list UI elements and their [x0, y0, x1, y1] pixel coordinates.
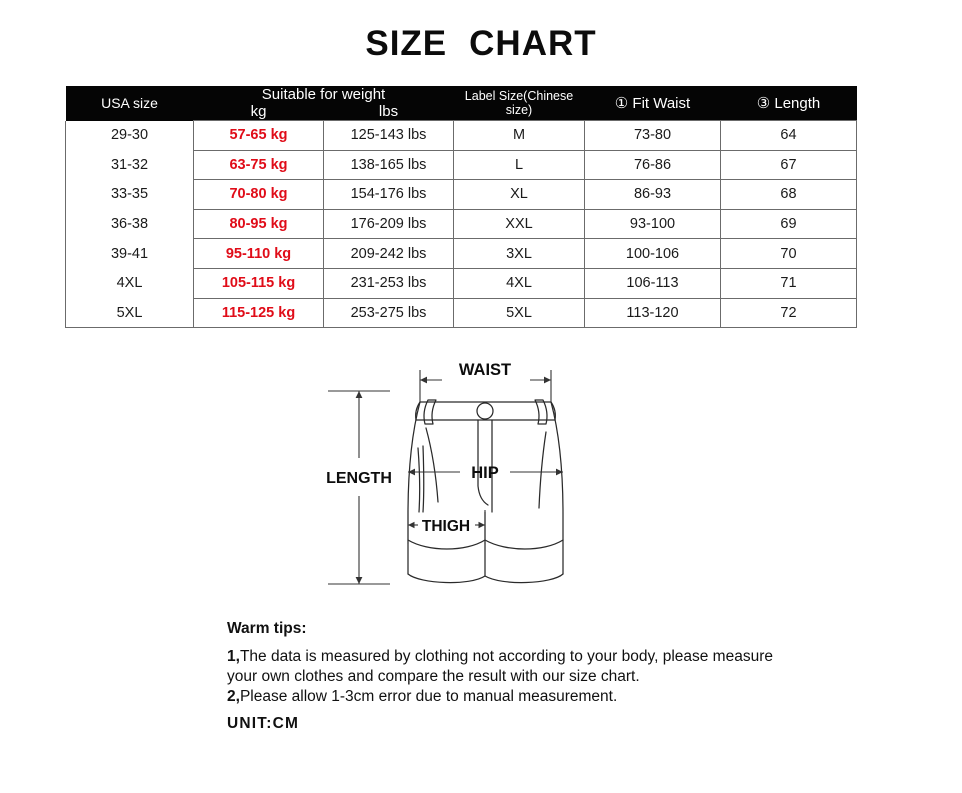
cell-fit-waist: 100-106: [585, 239, 721, 269]
column-header-length: ③ Length: [756, 95, 821, 112]
cell-usa-size: 31-32: [66, 150, 194, 180]
cell-weight-kg: 105-115 kg: [194, 268, 324, 298]
warm-tips-item-2-number: 2,: [227, 688, 240, 706]
table-row: [66, 298, 857, 328]
cell-weight-lbs: 125-143 lbs: [324, 121, 454, 151]
unit-note: UNIT:CM: [227, 715, 300, 733]
table-row: [66, 239, 857, 269]
cell-weight-lbs: 154-176 lbs: [324, 180, 454, 210]
page-title-word-1: SIZE: [365, 24, 448, 63]
table-header: [66, 86, 857, 121]
cell-fit-waist: 86-93: [585, 180, 721, 210]
page-title: [0, 24, 962, 64]
cell-fit-waist: 113-120: [585, 298, 721, 328]
cell-label-size: 4XL: [454, 268, 585, 298]
cell-weight-kg: 63-75 kg: [194, 150, 324, 180]
cell-weight-kg: 70-80 kg: [194, 180, 324, 210]
cell-label-size: M: [454, 121, 585, 151]
cell-length: 72: [721, 298, 857, 328]
cell-weight-lbs: 176-209 lbs: [324, 209, 454, 239]
cell-length: 64: [721, 121, 857, 151]
shorts-measurement-diagram: [320, 362, 650, 612]
cell-weight-lbs: 138-165 lbs: [324, 150, 454, 180]
cell-fit-waist: 93-100: [585, 209, 721, 239]
cell-usa-size: 29-30: [66, 121, 194, 151]
cell-label-size: 5XL: [454, 298, 585, 328]
column-header-label-size: Label Size(Chinese size): [464, 89, 574, 117]
cell-label-size: XL: [454, 180, 585, 210]
table-row: [66, 209, 857, 239]
cell-label-size: L: [454, 150, 585, 180]
warm-tips-item-2: [227, 687, 787, 707]
cell-fit-waist: 76-86: [585, 150, 721, 180]
cell-weight-kg: 115-125 kg: [194, 298, 324, 328]
cell-weight-kg: 95-110 kg: [194, 239, 324, 269]
dimension-label-waist: WAIST: [458, 362, 512, 379]
dimension-label-hip: HIP: [471, 464, 499, 482]
cell-usa-size: 39-41: [66, 239, 194, 269]
table-row: [66, 180, 857, 210]
column-header-lbs: lbs: [378, 103, 399, 120]
cell-label-size: XXL: [454, 209, 585, 239]
cell-weight-kg: 80-95 kg: [194, 209, 324, 239]
warm-tips-section: [227, 620, 787, 733]
dimension-label-thigh: THIGH: [421, 518, 471, 535]
warm-tips-heading: Warm tips:: [227, 620, 307, 637]
table-row: [66, 150, 857, 180]
cell-length: 71: [721, 268, 857, 298]
table-header-row: [66, 86, 857, 103]
dimension-label-length: LENGTH: [326, 470, 392, 487]
cell-usa-size: 36-38: [66, 209, 194, 239]
column-header-usa-size: USA size: [101, 95, 158, 112]
warm-tips-item-1-number: 1,: [227, 648, 240, 665]
cell-weight-lbs: 231-253 lbs: [324, 268, 454, 298]
cell-fit-waist: 106-113: [585, 268, 721, 298]
cell-length: 70: [721, 239, 857, 269]
cell-usa-size: 4XL: [66, 268, 194, 298]
cell-weight-lbs: 253-275 lbs: [324, 298, 454, 328]
cell-length: 67: [721, 150, 857, 180]
cell-fit-waist: 73-80: [585, 121, 721, 151]
warm-tips-item-2-text: Please allow 1-3cm error due to manual measurement.: [239, 688, 618, 706]
column-header-fit-waist: ① Fit Waist: [614, 95, 691, 112]
cell-weight-lbs: 209-242 lbs: [324, 239, 454, 269]
cell-weight-kg: 57-65 kg: [194, 121, 324, 151]
cell-label-size: 3XL: [454, 239, 585, 269]
table-body: [66, 121, 857, 328]
cell-length: 68: [721, 180, 857, 210]
size-chart-table: [65, 86, 857, 328]
cell-usa-size: 5XL: [66, 298, 194, 328]
cell-length: 69: [721, 209, 857, 239]
column-header-suitable-for-weight: Suitable for weight: [261, 86, 386, 103]
warm-tips-item-1: [227, 647, 787, 687]
warm-tips-item-1-text: The data is measured by clothing not according to your body, please measure your own clothes and compare the result with our size chart.: [227, 648, 773, 686]
table-row: [66, 268, 857, 298]
page-title-word-2: CHART: [469, 24, 597, 63]
column-header-kg: kg: [250, 103, 267, 120]
cell-usa-size: 33-35: [66, 180, 194, 210]
table-row: [66, 121, 857, 151]
